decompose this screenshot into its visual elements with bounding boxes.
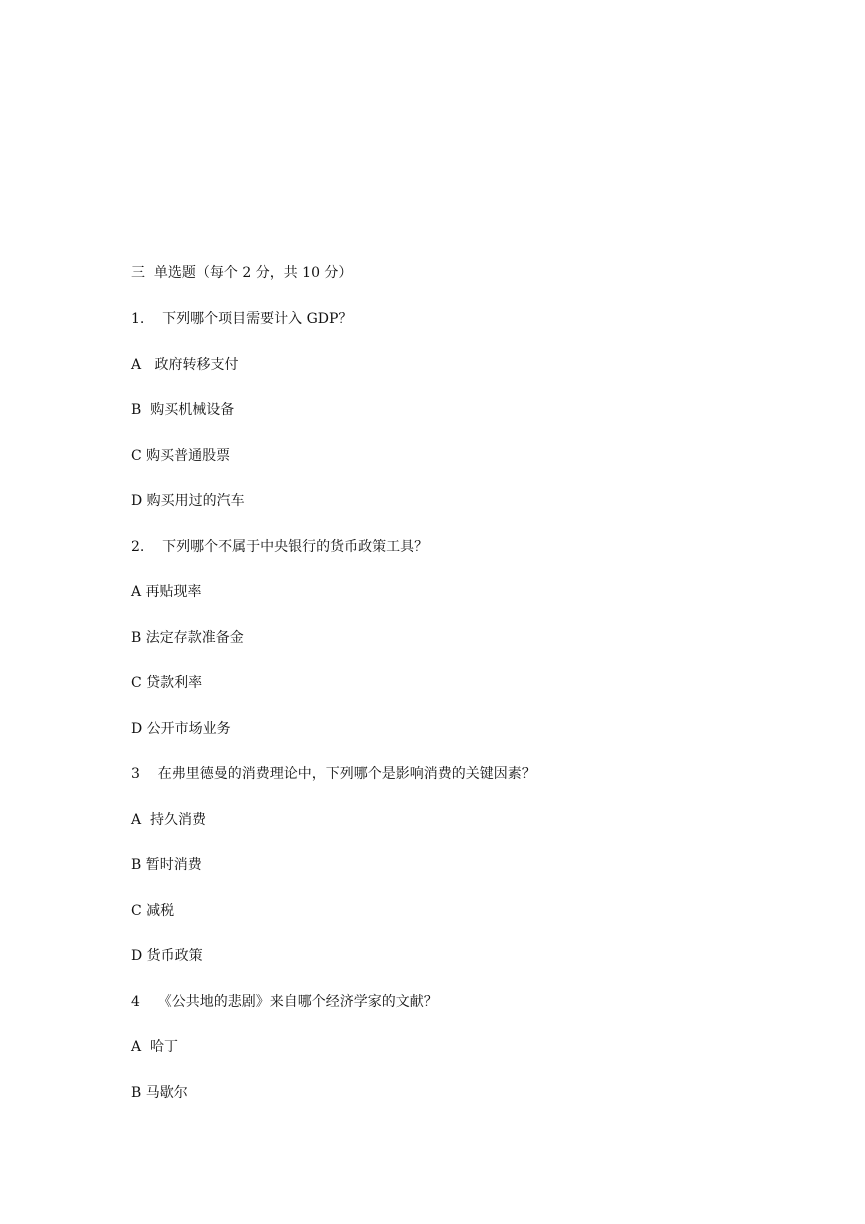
question-2-option-b: B 法定存款准备金 xyxy=(131,630,244,646)
question-1-option-d: D 购买用过的汽车 xyxy=(131,493,245,509)
question-1-option-a: A 政府转移支付 xyxy=(131,357,239,373)
question-2-option-c: C 贷款利率 xyxy=(131,675,203,691)
question-3-option-c: C 减税 xyxy=(131,903,175,919)
question-2-option-a: A 再贴现率 xyxy=(131,584,202,600)
question-2: 2. 下列哪个不属于中央银行的货币政策工具？ xyxy=(131,539,429,555)
question-4-option-b: B 马歇尔 xyxy=(131,1085,188,1101)
section-heading: 三 单选题（每个 2 分，共 10 分） xyxy=(131,265,353,281)
question-4: 4 《公共地的悲剧》来自哪个经济学家的文献？ xyxy=(131,994,438,1010)
question-3: 3 在弗里德曼的消费理论中，下列哪个是影响消费的关键因素？ xyxy=(131,766,536,782)
question-3-option-d: D 货币政策 xyxy=(131,948,203,964)
question-1-option-c: C 购买普通股票 xyxy=(131,448,231,464)
question-2-option-d: D 公开市场业务 xyxy=(131,721,231,737)
question-3-option-a: A 持久消费 xyxy=(131,812,207,828)
question-4-option-a: A 哈丁 xyxy=(131,1039,179,1055)
question-3-option-b: B 暂时消费 xyxy=(131,857,202,873)
question-1: 1. 下列哪个项目需要计入 GDP？ xyxy=(131,311,353,327)
question-1-option-b: B 购买机械设备 xyxy=(131,402,235,418)
